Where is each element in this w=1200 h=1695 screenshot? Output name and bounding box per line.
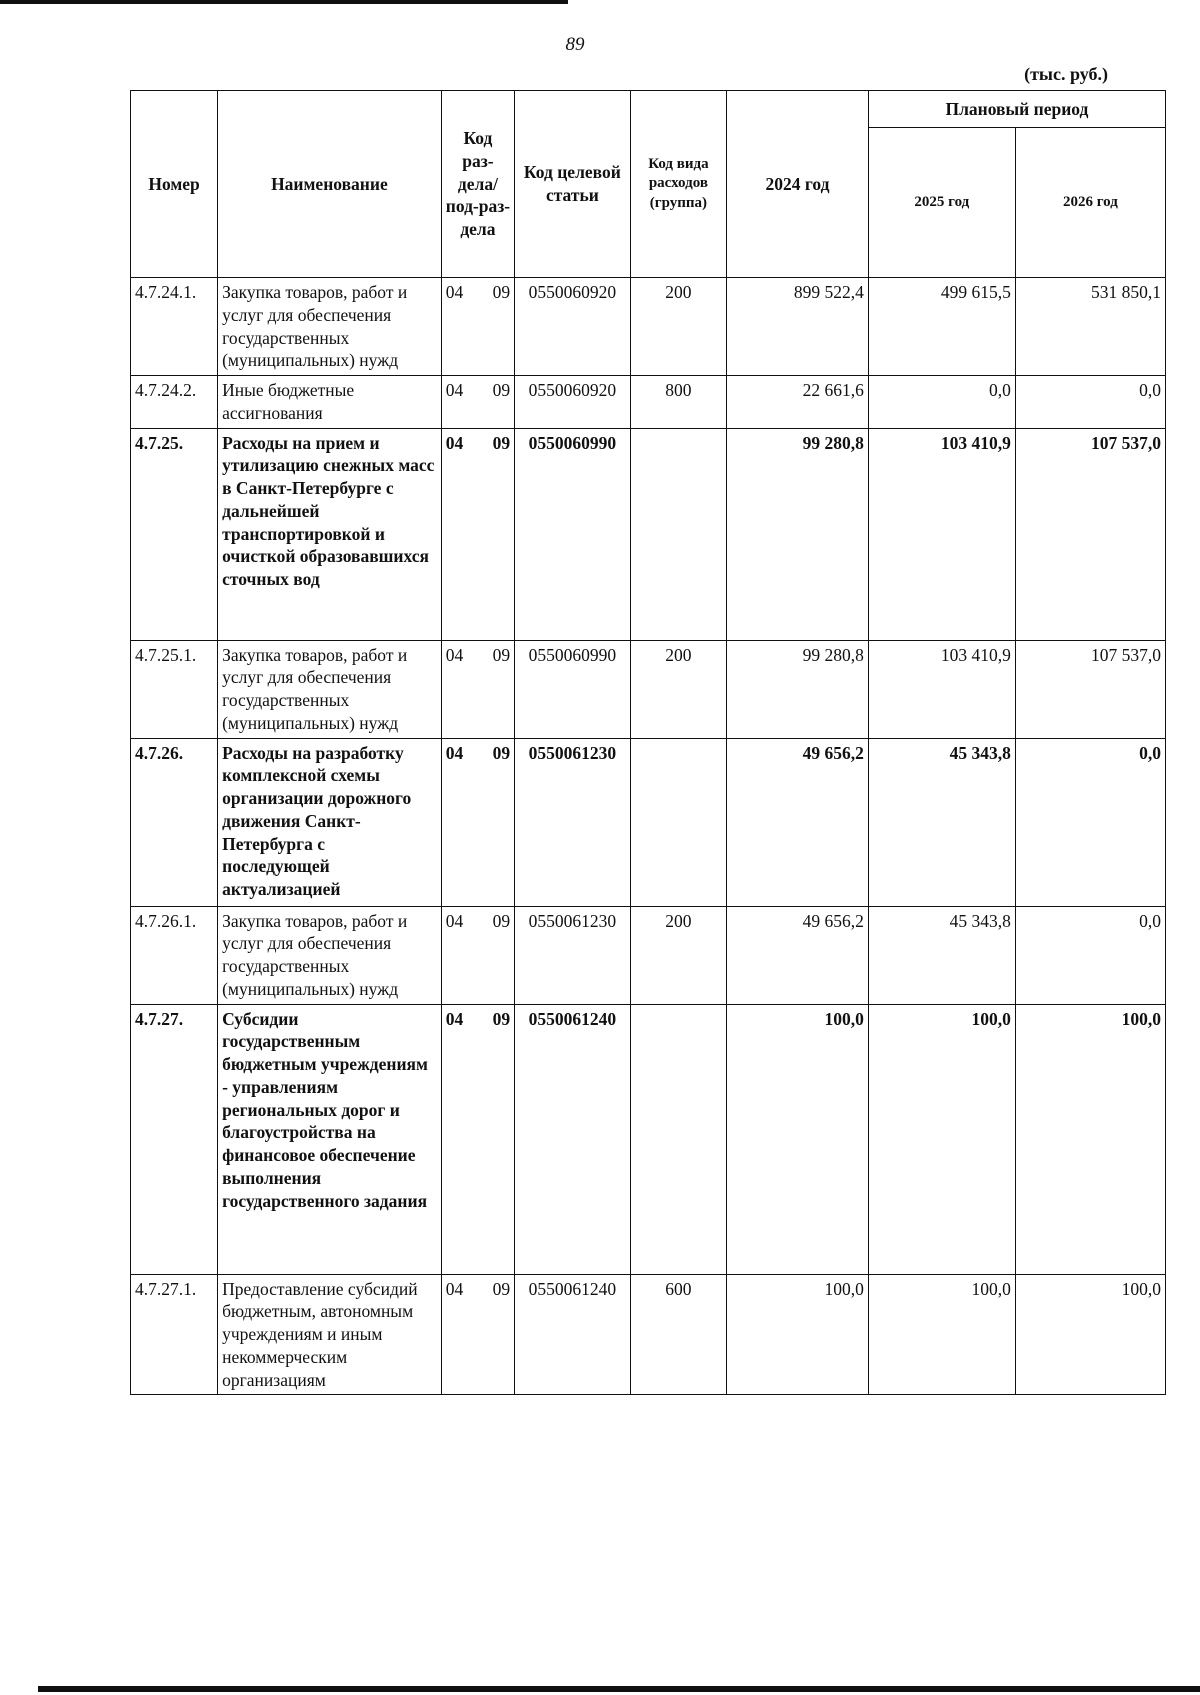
row-expense-group: [630, 1004, 727, 1274]
table-header: [131, 91, 1166, 278]
row-section-code: [441, 428, 514, 640]
row-target-code: 0550060990: [515, 640, 630, 738]
subsection-code: 09: [492, 282, 511, 302]
header-section-code: Код раз-дела/ под-раз-дела: [441, 91, 514, 278]
table-body: [131, 278, 1166, 1395]
row-target-code: 0550060920: [515, 376, 630, 429]
row-amount-2026: 0,0: [1015, 738, 1165, 906]
row-amount-2025: 103 410,9: [868, 428, 1015, 640]
subsection-code: 09: [492, 380, 511, 400]
budget-table: [130, 90, 1166, 1395]
row-expense-group: 800: [630, 376, 727, 429]
row-amount-2024: 100,0: [727, 1274, 869, 1395]
row-amount-2024: 99 280,8: [727, 428, 869, 640]
row-name: Субсидии государственным бюджетным учреждениям - управлениям региональных дорог и благоустройства на финансовое обеспечение выполнения государственного задания: [218, 1004, 442, 1274]
row-amount-2025: 0,0: [868, 376, 1015, 429]
section-code: 04: [445, 742, 464, 763]
row-section-code: [441, 640, 514, 738]
row-amount-2025: 45 343,8: [868, 738, 1015, 906]
row-target-code: 0550061230: [515, 738, 630, 906]
row-amount-2024: 99 280,8: [727, 640, 869, 738]
header-name: Наименование: [218, 91, 442, 278]
row-amount-2026: 100,0: [1015, 1004, 1165, 1274]
section-code: 04: [445, 644, 464, 665]
row-number: 4.7.26.: [131, 738, 218, 906]
subsection-code: 09: [492, 432, 511, 453]
row-name: Иные бюджетные ассигнования: [218, 376, 442, 429]
page-number: 89: [565, 34, 585, 55]
header-number: Номер: [131, 91, 218, 278]
row-amount-2026: 531 850,1: [1015, 278, 1165, 376]
row-amount-2026: 100,0: [1015, 1274, 1165, 1395]
row-target-code: 0550061230: [515, 906, 630, 1004]
top-rule: [0, 0, 568, 4]
table-row: [131, 906, 1166, 1004]
row-amount-2025: 499 615,5: [868, 278, 1015, 376]
subsection-code: 09: [492, 910, 511, 931]
row-target-code: 0550061240: [515, 1274, 630, 1395]
row-expense-group: 200: [630, 906, 727, 1004]
row-expense-group: 200: [630, 640, 727, 738]
row-amount-2026: 0,0: [1015, 906, 1165, 1004]
table-row: [131, 1004, 1166, 1274]
section-code: 04: [445, 380, 464, 400]
row-expense-group: [630, 738, 727, 906]
row-name: Расходы на прием и утилизацию снежных масс в Санкт-Петербурге с дальнейшей транспортировкой и очисткой образовавшихся сточных вод: [218, 428, 442, 640]
table-row: [131, 376, 1166, 429]
row-expense-group: [630, 428, 727, 640]
header-year-2026: 2026 год: [1015, 128, 1165, 278]
row-section-code: [441, 278, 514, 376]
row-amount-2026: 107 537,0: [1015, 428, 1165, 640]
units-label: (тыс. руб.): [1024, 64, 1108, 84]
row-name: Закупка товаров, работ и услуг для обеспечения государственных (муниципальных) нужд: [218, 278, 442, 376]
table-row: [131, 1274, 1166, 1395]
row-name: Предоставление субсидий бюджетным, автономным учреждениям и иным некоммерческим организациям: [218, 1274, 442, 1395]
row-section-code: [441, 1004, 514, 1274]
header-year-2025: 2025 год: [868, 128, 1015, 278]
row-target-code: 0550061240: [515, 1004, 630, 1274]
section-code: 04: [445, 282, 464, 302]
row-expense-group: 600: [630, 1274, 727, 1395]
section-code: 04: [445, 910, 464, 931]
row-name: Закупка товаров, работ и услуг для обеспечения государственных (муниципальных) нужд: [218, 640, 442, 738]
row-amount-2024: 100,0: [727, 1004, 869, 1274]
row-amount-2025: 100,0: [868, 1274, 1015, 1395]
table-row: [131, 640, 1166, 738]
row-name: Закупка товаров, работ и услуг для обеспечения государственных (муниципальных) нужд: [218, 906, 442, 1004]
row-amount-2026: 0,0: [1015, 376, 1165, 429]
header-target-code: Код целевой статьи: [515, 91, 630, 278]
table-row: [131, 428, 1166, 640]
table-row: [131, 738, 1166, 906]
table-row: [131, 278, 1166, 376]
row-section-code: [441, 376, 514, 429]
row-amount-2024: 899 522,4: [727, 278, 869, 376]
row-target-code: 0550060920: [515, 278, 630, 376]
bottom-rule: [38, 1686, 1200, 1692]
row-name: Расходы на разработку комплексной схемы организации дорожного движения Санкт-Петербурга с последующей актуализацией: [218, 738, 442, 906]
row-number: 4.7.25.: [131, 428, 218, 640]
row-amount-2024: 49 656,2: [727, 906, 869, 1004]
row-section-code: [441, 738, 514, 906]
header-planned-period: Плановый период: [868, 91, 1165, 128]
row-number: 4.7.25.1.: [131, 640, 218, 738]
row-number: 4.7.26.1.: [131, 906, 218, 1004]
header-year-2024: 2024 год: [727, 91, 869, 278]
section-code: 04: [445, 1008, 464, 1029]
header-expense-type: Код вида расходов (группа): [630, 91, 727, 278]
subsection-code: 09: [492, 1278, 511, 1299]
subsection-code: 09: [492, 742, 511, 763]
row-number: 4.7.24.1.: [131, 278, 218, 376]
row-amount-2025: 100,0: [868, 1004, 1015, 1274]
row-number: 4.7.24.2.: [131, 376, 218, 429]
subsection-code: 09: [492, 644, 511, 665]
row-section-code: [441, 1274, 514, 1395]
row-number: 4.7.27.: [131, 1004, 218, 1274]
row-amount-2024: 22 661,6: [727, 376, 869, 429]
row-amount-2024: 49 656,2: [727, 738, 869, 906]
row-section-code: [441, 906, 514, 1004]
row-number: 4.7.27.1.: [131, 1274, 218, 1395]
subsection-code: 09: [492, 1008, 511, 1029]
section-code: 04: [445, 1278, 464, 1299]
row-target-code: 0550060990: [515, 428, 630, 640]
section-code: 04: [445, 432, 464, 453]
row-amount-2025: 45 343,8: [868, 906, 1015, 1004]
row-amount-2026: 107 537,0: [1015, 640, 1165, 738]
row-amount-2025: 103 410,9: [868, 640, 1015, 738]
row-expense-group: 200: [630, 278, 727, 376]
